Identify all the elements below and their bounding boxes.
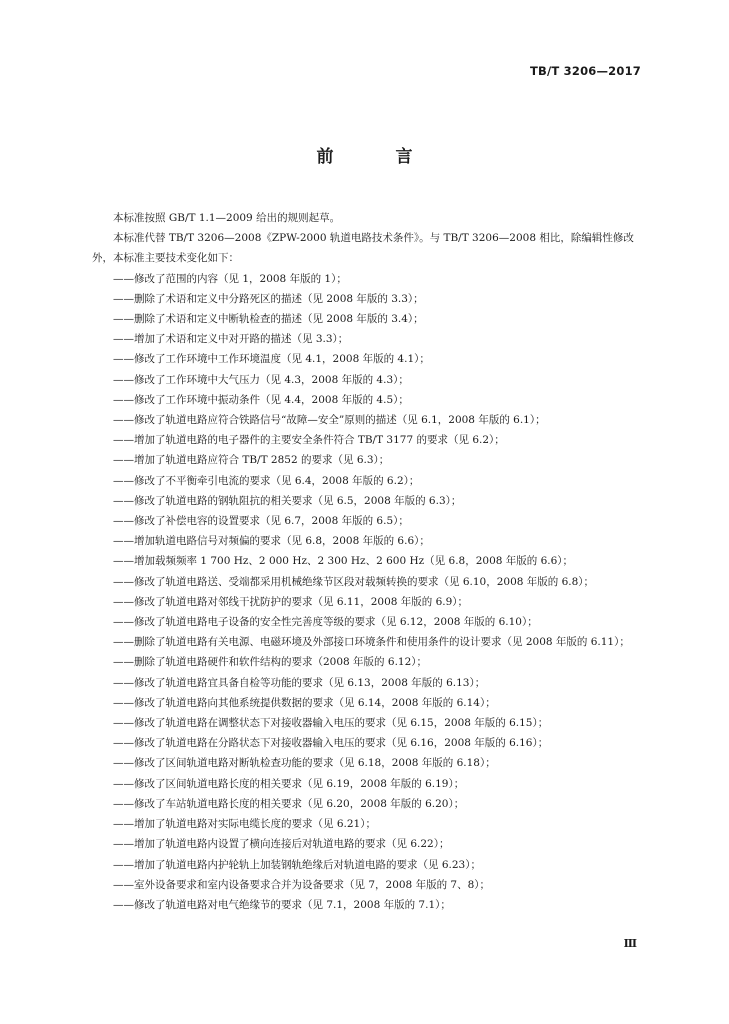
list-item-text: 删除了轨道电路硬件和软件结构的要求（2008 年版的 6.12）； [134,656,428,669]
list-dash: —— [113,676,134,689]
list-dash: —— [113,393,134,406]
list-item-text: 修改了不平衡牵引电流的要求（见 6.4，2008 年版的 6.2）； [134,474,420,487]
list-dash: —— [113,333,134,346]
list-item-text: 修改了车站轨道电路长度的相关要求（见 6.20，2008 年版的 6.20）； [134,797,465,810]
list-dash: —— [113,757,134,770]
list-item-text: 修改了轨道电路在调整状态下对接收器输入电压的要求（见 6.15，2008 年版的 6.15）； [134,717,549,730]
list-dash: —— [113,555,134,568]
list-item [92,450,645,470]
list-item [92,753,645,773]
list-dash: —— [113,434,134,447]
list-item [92,673,645,693]
list-dash: —— [113,858,134,871]
list-item [92,329,645,349]
list-item-text: 室外设备要求和室内设备要求合并为设备要求（见 7，2008 年版的 7、8）； [134,878,491,891]
list-dash: —— [113,515,134,528]
list-dash: —— [113,292,134,305]
list-dash: —— [113,595,134,608]
list-item-text: 修改了轨道电路对电气绝缘节的要求（见 7.1，2008 年版的 7.1）； [134,898,451,911]
page-title: 前 言 [316,147,441,167]
list-item [92,349,645,369]
list-item [92,511,645,531]
list-item [92,491,645,511]
change-list [92,269,645,916]
list-item-text: 修改了区间轨道电路长度的相关要求（见 6.19，2008 年版的 6.19）； [134,777,465,790]
list-item [92,855,645,875]
list-item-text: 修改了轨道电路应符合铁路信号“故障—安全”原则的描述（见 6.1，2008 年版的 6.1）； [134,414,546,427]
list-dash: —— [113,636,134,649]
paragraph-drafting-rules: 本标准按照 GB/T 1.1—2009 给出的规则起草。 [113,212,341,224]
list-item-text: 增加了轨道电路内设置了横向连接后对轨道电路的要求（见 6.22）； [134,838,450,851]
list-item [92,531,645,551]
list-item [92,652,645,672]
list-dash: —— [113,272,134,285]
list-dash: —— [113,878,134,891]
list-item-text: 修改了区间轨道电路对断轨检查功能的要求（见 6.18，2008 年版的 6.18）； [134,757,496,770]
list-item [92,370,645,390]
page-number: Ⅲ [623,937,637,950]
list-item-text: 增加载频频率 1 700 Hz、2 000 Hz、2 300 Hz、2 600 Hz（见 6.8，2008 年版的 6.6）； [134,555,574,568]
list-dash: —— [113,777,134,790]
list-item-text: 删除了轨道电路有关电源、电磁环境及外部接口环境条件和使用条件的设计要求（见 2008 年版的 6.11）； [134,636,630,649]
list-item [92,875,645,895]
list-item-text: 修改了轨道电路的钢轨阻抗的相关要求（见 6.5，2008 年版的 6.3）； [134,494,462,507]
list-dash: —— [113,474,134,487]
list-item [92,309,645,329]
list-item [92,632,645,652]
list-item-text: 增加了轨道电路应符合 TB/T 2852 的要求（见 6.3）； [134,454,390,467]
list-item-text: 增加了轨道电路对实际电缆长度的要求（见 6.21）； [134,818,376,831]
list-item-text: 修改了工作环境中工作环境温度（见 4.1，2008 年版的 4.1）； [134,353,430,366]
list-dash: —— [113,696,134,709]
list-dash: —— [113,838,134,851]
list-item-text: 修改了工作环境中振动条件（见 4.4，2008 年版的 4.5）； [134,393,409,406]
list-item [92,713,645,733]
list-item-text: 增加了轨道电路内护轮轨上加装钢轨绝缘后对轨道电路的要求（见 6.23）； [134,858,481,871]
list-item-text: 修改了轨道电路在分路状态下对接收器输入电压的要求（见 6.16，2008 年版的 6.16）； [134,737,549,750]
list-dash: —— [113,656,134,669]
list-item [92,592,645,612]
list-item [92,895,645,915]
list-item-text: 修改了轨道电路向其他系统提供数据的要求（见 6.14，2008 年版的 6.14）； [134,696,496,709]
list-item-text: 修改了轨道电路对邻线干扰防护的要求（见 6.11，2008 年版的 6.9）； [134,595,469,608]
list-item [92,572,645,592]
list-item-text: 增加了轨道电路的电子器件的主要安全条件符合 TB/T 3177 的要求（见 6.2）； [134,434,505,447]
list-dash: —— [113,616,134,629]
list-item-text: 修改了轨道电路宜具备自检等功能的要求（见 6.13，2008 年版的 6.13）； [134,676,486,689]
list-item-text: 修改了补偿电容的设置要求（见 6.7，2008 年版的 6.5）； [134,515,409,528]
list-item [92,774,645,794]
list-dash: —— [113,414,134,427]
list-item [92,794,645,814]
list-dash: —— [113,575,134,588]
list-item-text: 修改了轨道电路送、受端都采用机械绝缘节区段对载频转换的要求（见 6.10，2008 年版的 6.8）； [134,575,595,588]
list-item-text: 修改了工作环境中大气压力（见 4.3，2008 年版的 4.3）； [134,373,409,386]
list-dash: —— [113,797,134,810]
list-item [92,834,645,854]
list-item [92,551,645,571]
list-item [92,410,645,430]
paragraph-replacement: 本标准代替 TB/T 3206—2008《ZPW-2000 轨道电路技术条件》。与 TB/T 3206—2008 相比，除编辑性修改外，本标准主要技术变化如下： [92,232,634,265]
list-item [92,693,645,713]
list-item-text: 删除了术语和定义中断轨检查的描述（见 2008 年版的 3.4）； [134,313,424,326]
standard-code: TB/T 3206—2017 [530,64,641,78]
list-item [92,269,645,289]
list-dash: —— [113,898,134,911]
list-item-text: 增加轨道电路信号对频偏的要求（见 6.8，2008 年版的 6.6）； [134,535,430,548]
list-dash: —— [113,737,134,750]
list-item [92,814,645,834]
list-dash: —— [113,313,134,326]
document-body [92,208,645,915]
list-item [92,289,645,309]
list-item [92,471,645,491]
list-item [92,733,645,753]
list-dash: —— [113,373,134,386]
list-dash: —— [113,535,134,548]
list-dash: —— [113,353,134,366]
list-item-text: 删除了术语和定义中分路死区的描述（见 2008 年版的 3.3）； [134,292,424,305]
list-dash: —— [113,818,134,831]
list-dash: —— [113,454,134,467]
list-dash: —— [113,494,134,507]
list-item [92,612,645,632]
list-item-text: 修改了轨道电路电子设备的安全性完善度等级的要求（见 6.12，2008 年版的 6.10）； [134,616,538,629]
list-item [92,390,645,410]
list-item-text: 增加了术语和定义中对开路的描述（见 3.3）； [134,333,349,346]
list-dash: —— [113,717,134,730]
list-item [92,430,645,450]
list-item-text: 修改了范围的内容（见 1，2008 年版的 1）； [134,272,347,285]
